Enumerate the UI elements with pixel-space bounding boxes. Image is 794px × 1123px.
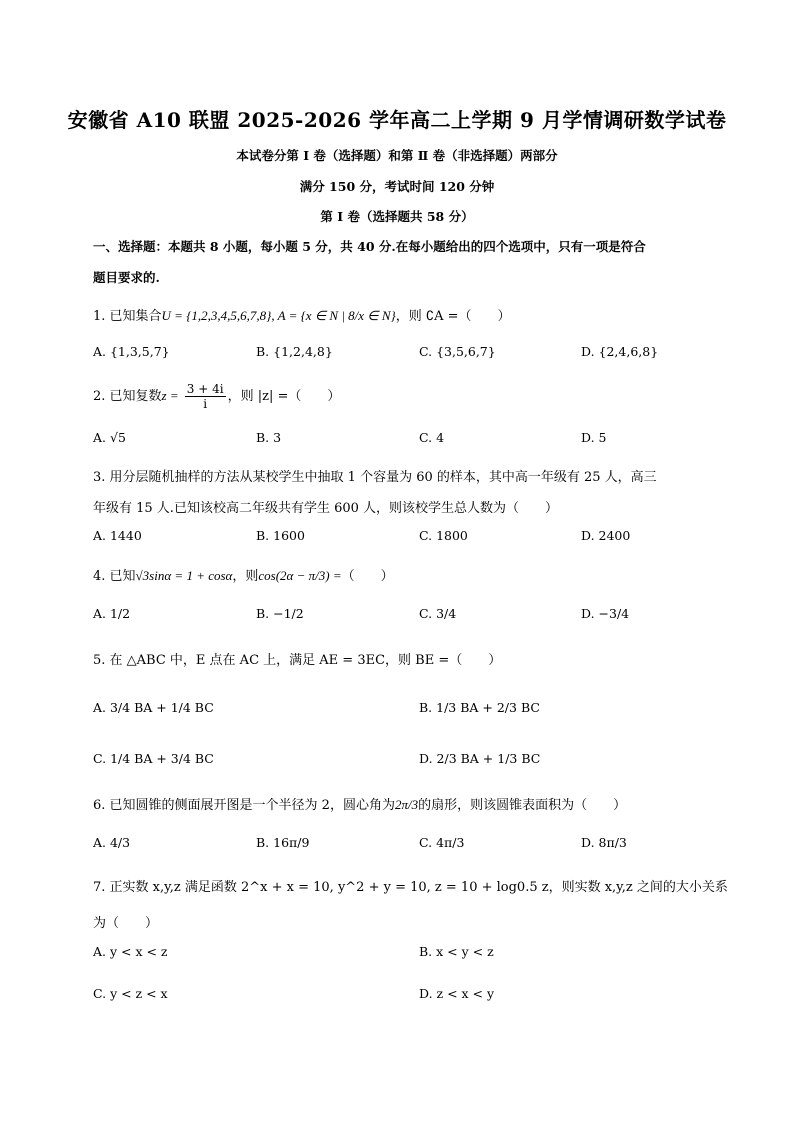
q2-option-a[interactable]: A. √5 xyxy=(93,430,126,445)
q6-option-b[interactable]: B. 16π/9 xyxy=(256,835,310,850)
q5-option-b[interactable]: B. 1/3 BA + 2/3 BC xyxy=(419,700,540,715)
q3-line-1: 3. 用分层随机抽样的方法从某校学生中抽取 1 个容量为 60 的样本，其中高一年级有 25 人，高三 xyxy=(93,470,657,485)
question-6 xyxy=(93,794,626,813)
q1-stem-prefix: 1. 已知集合 xyxy=(93,309,162,324)
q7-option-b[interactable]: B. x < y < z xyxy=(419,944,494,959)
question-4 xyxy=(93,565,394,584)
q2-numerator: 3 + 4i xyxy=(186,382,224,396)
q7-line-1: 7. 正实数 x,y,z 满足函数 2^x + x = 10, y^2 + y = 10, z = 10 + log0.5 z，则实数 x,y,z 之间的大小关系 xyxy=(93,880,728,895)
q2-denominator: i xyxy=(203,397,208,411)
q4-expression: cos(2α − π/3) = xyxy=(258,568,342,583)
q2-stem-prefix: 2. 已知复数 xyxy=(93,389,162,404)
q2-z-eq: z = xyxy=(161,388,179,403)
q7-option-a[interactable]: A. y < x < z xyxy=(93,944,168,959)
q3-option-c[interactable]: C. 1800 xyxy=(419,528,468,543)
section-title: 第 I 卷（选择题共 58 分） xyxy=(320,209,474,224)
q3-option-b[interactable]: B. 1600 xyxy=(256,528,305,543)
q2-fraction xyxy=(185,382,226,411)
q1-option-c[interactable]: C. {3,5,6,7} xyxy=(419,344,496,359)
q1-set-u: U = {1,2,3,4,5,6,7,8} xyxy=(161,308,272,323)
q2-option-b[interactable]: B. 3 xyxy=(256,430,282,445)
q5-option-d[interactable]: D. 2/3 BA + 1/3 BC xyxy=(419,751,541,766)
q4-stem-suffix: （ ） xyxy=(341,569,394,584)
question-1 xyxy=(93,305,511,324)
q4-option-a[interactable]: A. 1/2 xyxy=(93,606,131,621)
q6-stem-prefix: 6. 已知圆锥的侧面展开图是一个半径为 2，圆心角为 xyxy=(93,798,395,813)
q1-option-b[interactable]: B. {1,2,4,8} xyxy=(256,344,333,359)
q4-option-d[interactable]: D. −3/4 xyxy=(581,606,630,621)
q1-option-a[interactable]: A. {1,3,5,7} xyxy=(93,344,170,359)
q3-option-a[interactable]: A. 1440 xyxy=(93,528,142,543)
exam-title: 安徽省 A10 联盟 2025-2026 学年高二上学期 9 月学情调研数学试卷 xyxy=(67,108,727,132)
exam-subtitle-1: 本试卷分第 I 卷（选择题）和第 Ⅱ 卷（非选择题）两部分 xyxy=(236,148,558,163)
q5-stem: 5. 在 △ABC 中，E 点在 AC 上，满足 AE = 3EC，则 BE =（ ） xyxy=(93,653,502,668)
q4-option-b[interactable]: B. −1/2 xyxy=(256,606,304,621)
q5-option-a[interactable]: A. 3/4 BA + 1/4 BC xyxy=(93,700,214,715)
q1-stem-suffix: ，则 ∁A =（ ） xyxy=(395,309,511,324)
q6-angle: 2π/3 xyxy=(394,797,419,812)
q3-option-d[interactable]: D. 2400 xyxy=(581,528,631,543)
q7-line-2: 为（ ） xyxy=(93,916,159,931)
q6-stem-suffix: 的扇形，则该圆锥表面积为（ ） xyxy=(418,798,627,813)
q4-stem-prefix: 4. 已知 xyxy=(93,569,136,584)
q4-equation: √3sinα = 1 + cosα xyxy=(135,568,233,583)
q1-set-a: , A = {x ∈ N | 8/x ∈ N} xyxy=(271,308,396,323)
q5-option-c[interactable]: C. 1/4 BA + 3/4 BC xyxy=(93,751,214,766)
q6-option-a[interactable]: A. 4/3 xyxy=(93,835,131,850)
q1-option-d[interactable]: D. {2,4,6,8} xyxy=(581,344,659,359)
part1-intro-line1: 一、选择题：本题共 8 小题，每小题 5 分，共 40 分.在每小题给出的四个选项中，只有一项是符合 xyxy=(93,239,646,254)
exam-subtitle-2: 满分 150 分，考试时间 120 分钟 xyxy=(299,179,495,194)
part1-intro-line2: 题目要求的. xyxy=(93,270,160,285)
question-2 xyxy=(93,382,340,411)
q4-stem-mid: ，则 xyxy=(232,569,259,584)
q2-option-c[interactable]: C. 4 xyxy=(419,430,445,445)
q2-stem-suffix: ，则 |z| =（ ） xyxy=(227,389,341,404)
q3-line-2: 年级有 15 人.已知该校高二年级共有学生 600 人，则该校学生总人数为（ ） xyxy=(93,501,559,516)
q6-option-c[interactable]: C. 4π/3 xyxy=(419,835,465,850)
q7-option-d[interactable]: D. z < x < y xyxy=(419,986,495,1001)
q4-option-c[interactable]: C. 3/4 xyxy=(419,606,457,621)
q7-option-c[interactable]: C. y < z < x xyxy=(93,986,168,1001)
q2-option-d[interactable]: D. 5 xyxy=(581,430,607,445)
q6-option-d[interactable]: D. 8π/3 xyxy=(581,835,627,850)
